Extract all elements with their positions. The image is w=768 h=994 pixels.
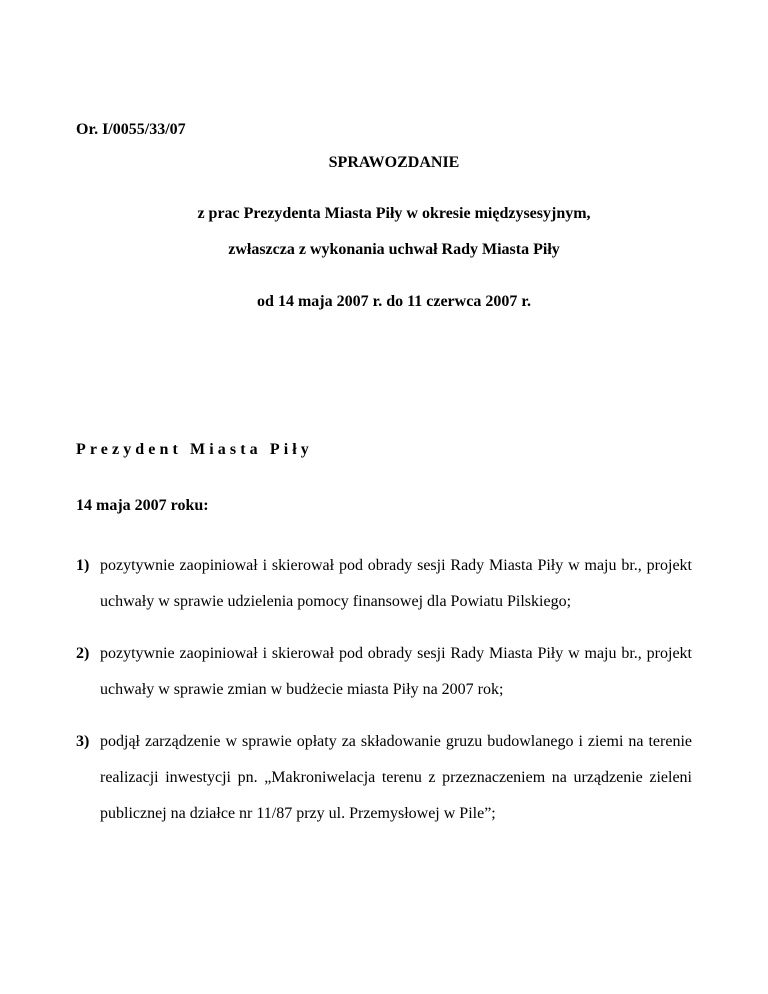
action-item-number: 3) xyxy=(76,733,90,750)
document-title: SPRAWOZDANIE xyxy=(328,154,460,171)
action-item-2 xyxy=(76,636,692,708)
action-item-text: pozytywnie zaopiniował i skierował pod obrady sesji Rady Miasta Piły w maju br., projekt uchwały w sprawie udzielenia pomocy finansowej dla Powiatu Pilskiego; xyxy=(100,557,692,610)
action-item-text: podjął zarządzenie w sprawie opłaty za składowanie gruzu budowlanego i ziemi na terenie realizacji inwestycji pn. „Makroniwelacja terenu z przeznaczeniem na urządzenie zieleni publicznej na działce nr 11/87 przy ul. Przemysłowej w Pile”; xyxy=(100,733,692,822)
action-item-3 xyxy=(76,724,692,832)
action-item-number: 2) xyxy=(76,645,90,662)
section-heading: Prezydent Miasta Piły xyxy=(76,441,313,458)
action-item-text: pozytywnie zaopiniował i skierował pod obrady sesji Rady Miasta Piły w maju br., projekt uchwały w sprawie zmian w budżecie miasta Piły na 2007 rok; xyxy=(100,645,692,698)
reporting-period: od 14 maja 2007 r. do 11 czerwca 2007 r. xyxy=(257,293,531,310)
document-reference: Or. I/0055/33/07 xyxy=(76,121,186,138)
document-subtitle-line-1: z prac Prezydenta Miasta Piły w okresie międzysesyjnym, xyxy=(197,205,591,222)
action-item-1 xyxy=(76,548,692,620)
document-subtitle-line-2: zwłaszcza z wykonania uchwał Rady Miasta Piły xyxy=(228,241,560,258)
action-item-number: 1) xyxy=(76,557,90,574)
date-heading: 14 maja 2007 roku: xyxy=(76,497,209,514)
action-list xyxy=(76,548,692,848)
